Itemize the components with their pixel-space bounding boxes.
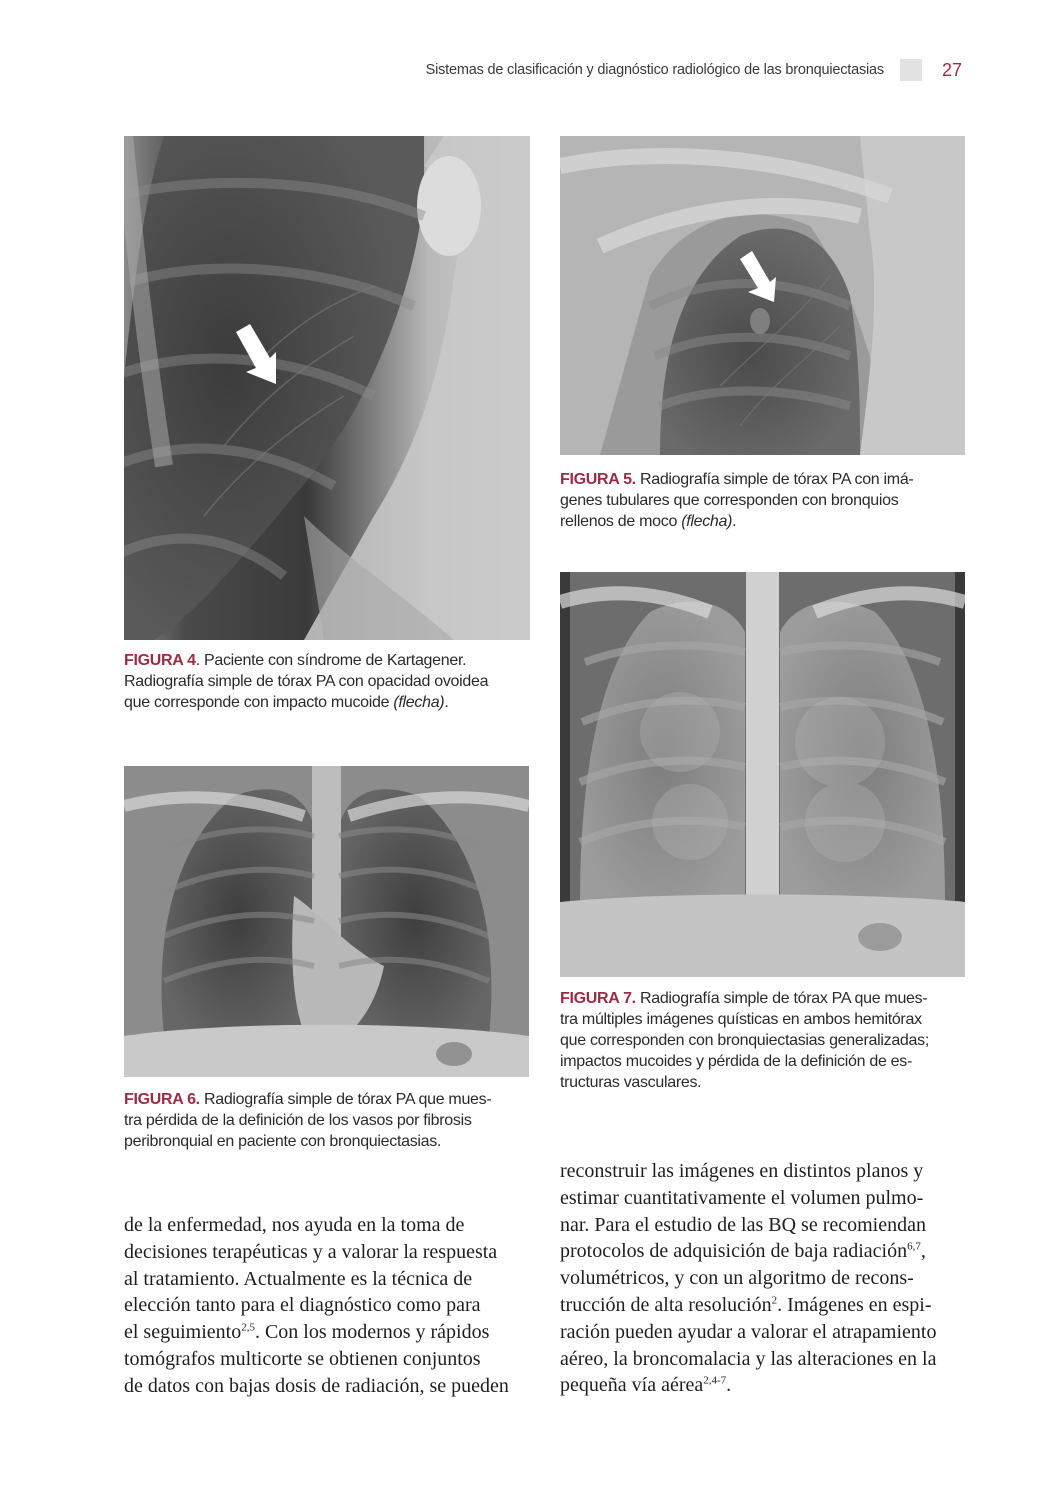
body-line: aéreo, la broncomalacia y las alteraciones en la bbox=[560, 1347, 937, 1370]
figure-4-label: FIGURA 4 bbox=[124, 652, 196, 669]
figure-4-caption-line: que corresponde con impacto mucoide bbox=[124, 694, 394, 711]
body-line: de la enfermedad, nos ayuda en la toma de bbox=[124, 1214, 465, 1236]
figure-4-caption-line: Radiografía simple de tórax PA con opacidad ovoidea bbox=[124, 673, 489, 690]
body-line: . Imágenes en espi- bbox=[777, 1293, 932, 1316]
figure-6-caption bbox=[124, 1089, 529, 1152]
figure-5-caption-line: genes tubulares que corresponden con bronquios bbox=[560, 492, 899, 509]
figure-7-caption-line: tructuras vasculares. bbox=[560, 1074, 702, 1091]
body-line: ración pueden ayudar a valorar el atrapamiento bbox=[560, 1320, 937, 1343]
citation-superscript: 2,4-7 bbox=[703, 1374, 727, 1387]
citation-superscript: 2,5 bbox=[241, 1321, 255, 1334]
body-line: elección tanto para el diagnóstico como para bbox=[124, 1294, 481, 1317]
figure-5-label: FIGURA 5. bbox=[560, 471, 636, 488]
body-line: pequeña vía aérea bbox=[560, 1374, 704, 1397]
figure-7-caption bbox=[560, 988, 965, 1093]
figure-4-radiograph bbox=[124, 136, 530, 640]
body-line: decisiones terapéuticas y a valorar la respuesta bbox=[124, 1240, 498, 1263]
header-decoration bbox=[900, 59, 922, 81]
figure-5-caption-emphasis: (flecha) bbox=[681, 513, 733, 530]
figure-5-caption-text: Radiografía simple de tórax PA con imá- bbox=[635, 471, 914, 488]
figure-5-caption-punct: . bbox=[732, 513, 737, 530]
running-header bbox=[426, 58, 962, 82]
header-title: Sistemas de clasificación y diagnóstico radiológico de las bronquiectasias bbox=[425, 62, 884, 78]
figure-4-caption-text: . Paciente con síndrome de Kartagener. bbox=[195, 652, 467, 669]
figure-6-caption-line: tra pérdida de la definición de los vasos por fibrosis bbox=[124, 1112, 472, 1129]
figure-4-caption-emphasis: (flecha) bbox=[393, 694, 445, 711]
figure-5-caption bbox=[560, 469, 965, 532]
figure-7-label: FIGURA 7. bbox=[560, 990, 636, 1007]
body-line: reconstruir las imágenes en distintos planos y bbox=[560, 1160, 924, 1182]
figure-4-caption-punct: . bbox=[444, 694, 449, 711]
figure-6-caption-text: Radiografía simple de tórax PA que mues- bbox=[199, 1091, 492, 1108]
figure-7-caption-line: que corresponden con bronquiectasias generalizadas; bbox=[560, 1032, 929, 1049]
citation-superscript: 2 bbox=[771, 1294, 778, 1307]
citation-superscript: 6,7 bbox=[907, 1240, 921, 1253]
body-line: estimar cuantitativamente el volumen pulmo- bbox=[560, 1186, 924, 1209]
figure-7-caption-text: Radiografía simple de tórax PA que mues- bbox=[635, 990, 928, 1007]
body-line: al tratamiento. Actualmente es la técnica de bbox=[124, 1267, 473, 1290]
body-line: protocolos de adquisición de baja radiación bbox=[560, 1240, 908, 1263]
body-text-right bbox=[560, 1158, 965, 1399]
body-line: trucción de alta resolución bbox=[560, 1293, 772, 1316]
body-line: de datos con bajas dosis de radiación, se pueden bbox=[124, 1374, 509, 1397]
body-line: . bbox=[726, 1374, 732, 1397]
body-line: el seguimiento bbox=[124, 1321, 242, 1344]
figure-5-radiograph bbox=[560, 136, 965, 455]
figure-6-label: FIGURA 6. bbox=[124, 1091, 200, 1108]
body-line: , bbox=[920, 1240, 926, 1263]
body-text-left bbox=[124, 1212, 529, 1400]
figure-7-caption-line: impactos mucoides y pérdida de la definición de es- bbox=[560, 1053, 913, 1070]
figure-7-caption-line: tra múltiples imágenes quísticas en ambos hemitórax bbox=[560, 1011, 922, 1028]
figure-7-radiograph bbox=[560, 572, 965, 977]
page-number: 27 bbox=[941, 59, 962, 80]
body-line: nar. Para el estudio de las BQ se recomiendan bbox=[560, 1213, 926, 1236]
body-line: . Con los modernos y rápidos bbox=[254, 1321, 490, 1344]
body-line: volumétricos, y con un algoritmo de recons- bbox=[560, 1267, 914, 1290]
figure-6-radiograph bbox=[124, 766, 529, 1077]
figure-6-caption-line: peribronquial en paciente con bronquiectasias. bbox=[124, 1133, 442, 1150]
body-line: tomógrafos multicorte se obtienen conjuntos bbox=[124, 1347, 481, 1370]
figure-4-caption bbox=[124, 650, 530, 713]
figure-5-caption-line: rellenos de moco bbox=[560, 513, 682, 530]
